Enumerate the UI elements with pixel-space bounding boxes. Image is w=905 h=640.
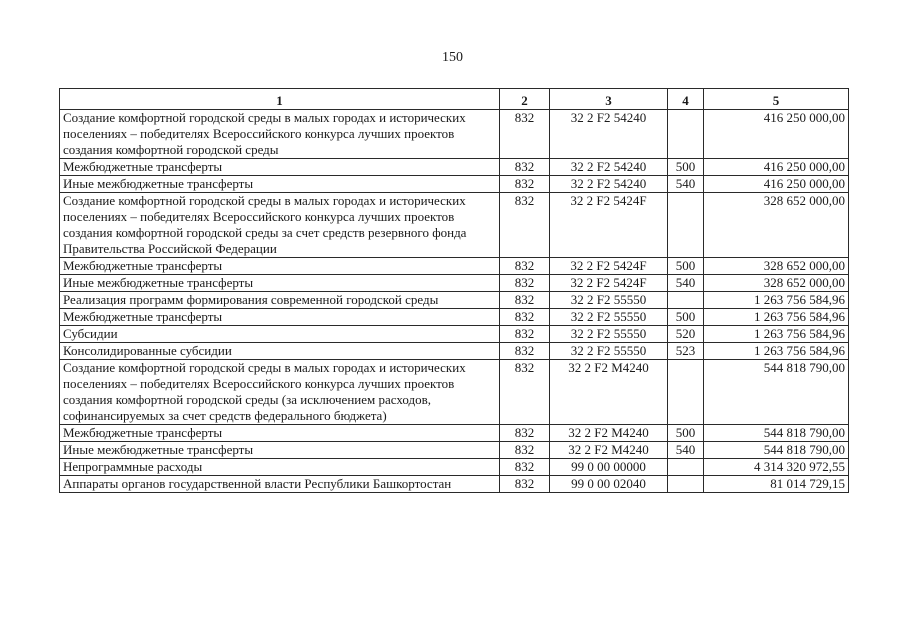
row-name: Создание комфортной городской среды в малых городах и исторических поселениях – победителях Всероссийского конкурса лучших проектов создания комфортной городской среды bbox=[60, 110, 500, 159]
row-article: 32 2 F2 54240 bbox=[550, 176, 668, 193]
row-code: 832 bbox=[500, 110, 550, 159]
row-name: Реализация программ формирования современной городской среды bbox=[60, 292, 500, 309]
row-article: 32 2 F2 55550 bbox=[550, 343, 668, 360]
row-amount: 328 652 000,00 bbox=[704, 275, 849, 292]
table-row bbox=[60, 159, 849, 176]
table-row bbox=[60, 193, 849, 258]
row-amount: 416 250 000,00 bbox=[704, 159, 849, 176]
table-row bbox=[60, 309, 849, 326]
row-amount: 1 263 756 584,96 bbox=[704, 343, 849, 360]
row-amount: 328 652 000,00 bbox=[704, 258, 849, 275]
row-type: 540 bbox=[668, 176, 704, 193]
row-type: 500 bbox=[668, 425, 704, 442]
table-row bbox=[60, 343, 849, 360]
row-name: Межбюджетные трансферты bbox=[60, 309, 500, 326]
row-amount: 416 250 000,00 bbox=[704, 176, 849, 193]
row-article: 32 2 F2 55550 bbox=[550, 309, 668, 326]
row-amount: 544 818 790,00 bbox=[704, 442, 849, 459]
row-code: 832 bbox=[500, 360, 550, 425]
row-amount: 544 818 790,00 bbox=[704, 425, 849, 442]
row-name: Создание комфортной городской среды в малых городах и исторических поселениях – победителях Всероссийского конкурса лучших проектов создания комфортной городской среды за счет средств резервного фонда Правительства Российской Федерации bbox=[60, 193, 500, 258]
row-article: 32 2 F2 5424F bbox=[550, 193, 668, 258]
row-amount: 416 250 000,00 bbox=[704, 110, 849, 159]
row-amount: 1 263 756 584,96 bbox=[704, 309, 849, 326]
row-code: 832 bbox=[500, 425, 550, 442]
row-amount: 1 263 756 584,96 bbox=[704, 326, 849, 343]
row-article: 32 2 F2 54240 bbox=[550, 159, 668, 176]
row-amount: 328 652 000,00 bbox=[704, 193, 849, 258]
row-type bbox=[668, 292, 704, 309]
row-code: 832 bbox=[500, 193, 550, 258]
row-amount: 81 014 729,15 bbox=[704, 476, 849, 493]
column-header-2: 2 bbox=[500, 89, 550, 110]
row-article: 32 2 F2 54240 bbox=[550, 110, 668, 159]
row-type bbox=[668, 193, 704, 258]
row-name: Консолидированные субсидии bbox=[60, 343, 500, 360]
row-name: Межбюджетные трансферты bbox=[60, 258, 500, 275]
row-name: Иные межбюджетные трансферты bbox=[60, 275, 500, 292]
row-code: 832 bbox=[500, 459, 550, 476]
row-name: Иные межбюджетные трансферты bbox=[60, 442, 500, 459]
page-number: 150 bbox=[442, 50, 463, 65]
budget-table bbox=[59, 88, 849, 493]
row-type bbox=[668, 476, 704, 493]
table-header-row bbox=[60, 89, 849, 110]
row-article: 32 2 F2 5424F bbox=[550, 275, 668, 292]
row-article: 32 2 F2 M4240 bbox=[550, 442, 668, 459]
row-type: 540 bbox=[668, 442, 704, 459]
row-name: Межбюджетные трансферты bbox=[60, 159, 500, 176]
column-header-1: 1 bbox=[60, 89, 500, 110]
row-code: 832 bbox=[500, 292, 550, 309]
row-article: 32 2 F2 5424F bbox=[550, 258, 668, 275]
row-name: Субсидии bbox=[60, 326, 500, 343]
table-row bbox=[60, 360, 849, 425]
row-code: 832 bbox=[500, 176, 550, 193]
column-header-4: 4 bbox=[668, 89, 704, 110]
table-row bbox=[60, 476, 849, 493]
table-row bbox=[60, 442, 849, 459]
row-amount: 1 263 756 584,96 bbox=[704, 292, 849, 309]
table-row bbox=[60, 176, 849, 193]
row-code: 832 bbox=[500, 326, 550, 343]
row-type: 523 bbox=[668, 343, 704, 360]
row-article: 32 2 F2 55550 bbox=[550, 326, 668, 343]
table-row bbox=[60, 326, 849, 343]
row-code: 832 bbox=[500, 159, 550, 176]
row-type bbox=[668, 360, 704, 425]
row-type: 540 bbox=[668, 275, 704, 292]
row-type: 500 bbox=[668, 258, 704, 275]
row-code: 832 bbox=[500, 309, 550, 326]
table-row bbox=[60, 425, 849, 442]
table-row bbox=[60, 110, 849, 159]
row-article: 32 2 F2 55550 bbox=[550, 292, 668, 309]
row-name: Межбюджетные трансферты bbox=[60, 425, 500, 442]
row-code: 832 bbox=[500, 258, 550, 275]
row-amount: 4 314 320 972,55 bbox=[704, 459, 849, 476]
column-header-3: 3 bbox=[550, 89, 668, 110]
table-row bbox=[60, 459, 849, 476]
row-type: 520 bbox=[668, 326, 704, 343]
row-name: Иные межбюджетные трансферты bbox=[60, 176, 500, 193]
row-type: 500 bbox=[668, 309, 704, 326]
row-name: Непрограммные расходы bbox=[60, 459, 500, 476]
row-code: 832 bbox=[500, 343, 550, 360]
row-article: 32 2 F2 M4240 bbox=[550, 360, 668, 425]
row-article: 32 2 F2 M4240 bbox=[550, 425, 668, 442]
table-row bbox=[60, 258, 849, 275]
column-header-5: 5 bbox=[704, 89, 849, 110]
row-code: 832 bbox=[500, 275, 550, 292]
row-amount: 544 818 790,00 bbox=[704, 360, 849, 425]
row-type: 500 bbox=[668, 159, 704, 176]
row-article: 99 0 00 02040 bbox=[550, 476, 668, 493]
row-code: 832 bbox=[500, 476, 550, 493]
row-type bbox=[668, 110, 704, 159]
row-article: 99 0 00 00000 bbox=[550, 459, 668, 476]
row-type bbox=[668, 459, 704, 476]
table-row bbox=[60, 275, 849, 292]
row-name: Аппараты органов государственной власти Республики Башкортостан bbox=[60, 476, 500, 493]
row-name: Создание комфортной городской среды в малых городах и исторических поселениях – победителях Всероссийского конкурса лучших проектов создания комфортной городской среды (за исключением расходов, софинансируемых за счет средств федерального бюджета) bbox=[60, 360, 500, 425]
table-row bbox=[60, 292, 849, 309]
row-code: 832 bbox=[500, 442, 550, 459]
